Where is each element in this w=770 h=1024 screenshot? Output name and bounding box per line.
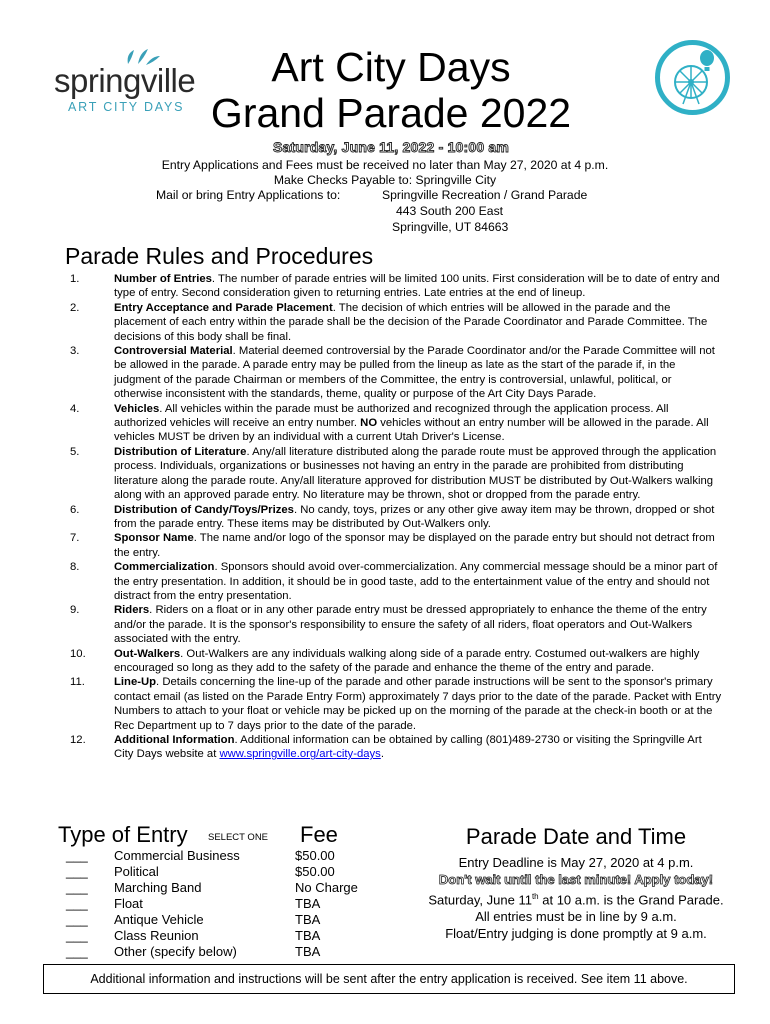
rule-title: Entry Acceptance and Parade Placement [114, 301, 333, 314]
grand-parade-time: Saturday, June 11th at 10 a.m. is the Grand Parade. [428, 892, 724, 908]
mail-label: Mail or bring Entry Applications to: [156, 188, 341, 202]
parade-date-details [400, 854, 752, 942]
rule-item: 12. Additional Information. Additional information can be obtained by calling (801)489-2730 or visiting the Springville Art City Days website at www.springville.org/art-city-days. [70, 734, 702, 761]
entry-select-blank[interactable]: ___ [66, 944, 88, 959]
entry-select-blank[interactable]: ___ [66, 880, 88, 895]
entry-row: ___ Political $50.00 [66, 864, 335, 879]
rule-item: 1. Number of Entries. The number of parade entries will be limited 100 units. First consideration will be to date of entry and type of entry. Second consideration given to returning entries. Late entries at the end of lineup. [70, 273, 720, 300]
entry-select-blank[interactable]: ___ [66, 848, 88, 863]
entry-select-blank[interactable]: ___ [66, 864, 88, 879]
entry-row: ___ Other (specify below) TBA [66, 944, 321, 959]
rule-item: 3. Controversial Material. Material deemed controversial by the Parade Coordinator and/or the Parade Committee will not be allowed in the parade. A parade entry may be pulled from the lineup as late as the start of the parade if, in the judgment of the parade Chairman or members of the Committee, the entry is controversial, unlawful, political, or otherwise inconsistent with the standards, theme, quality or purpose of the Art City Days Parade. [70, 345, 715, 401]
logo-wordmark: springville [54, 62, 196, 99]
ferris-wheel-badge-icon [655, 40, 730, 115]
rule-title: Additional Information [114, 734, 235, 746]
parade-date-heading: Parade Date and Time [465, 824, 687, 849]
fee-heading: Fee [300, 822, 338, 847]
entry-row: ___ Commercial Business $50.00 [66, 848, 335, 863]
rule-title: Controversial Material [114, 345, 233, 358]
apply-today-notice: Don't wait until the last minute! Apply today! [438, 872, 714, 887]
mail-city: Springville, UT 84663 [392, 220, 509, 234]
logo-subtext: ART CITY DAYS [68, 100, 185, 114]
entry-select-blank[interactable]: ___ [66, 912, 88, 927]
rule-title: Number of Entries [114, 273, 212, 285]
rule-item: 8. Commercialization. Sponsors should avoid over-commercialization. Any commercial message should be a minor part of the entry presentation. In addition, it should be in good taste, add to the entertainment value of the entry and should not distract from the entry presentation. [70, 561, 718, 602]
website-link[interactable]: www.springville.org/art-city-days [219, 748, 381, 761]
lineup-time: All entries must be in line by 9 a.m. [475, 909, 677, 925]
rule-item: 6. Distribution of Candy/Toys/Prizes. No candy, toys, prizes or any other give away item may be thrown, dropped or shot from the parade entry. These items may be distributed by Out-Walkers only. [70, 503, 715, 530]
rule-title: Sponsor Name [114, 532, 194, 545]
entry-select-blank[interactable]: ___ [66, 928, 88, 943]
rule-item: 11. Line-Up. Details concerning the line-up of the parade and other parade instructions will be sent to the sponsor's primary contact email (as listed on the Parade Entry Form) approximately 7 days prior to the date of the parade. Packet with Entry Numbers to attach to your float or vehicle may be picked up on the morning of the parade at the check-in booth or at the Rec Department up to 7 days prior to the date of the parade. [70, 676, 722, 732]
page-title [200, 44, 582, 136]
rules-list [66, 272, 722, 762]
rule-title: Vehicles [114, 402, 160, 415]
rule-title: Commercialization [114, 561, 215, 574]
deadline-notice: Entry Applications and Fees must be received no later than May 27, 2020 at 4 p.m. [161, 158, 609, 172]
rules-heading: Parade Rules and Procedures [65, 243, 374, 269]
mail-recipient: Springville Recreation / Grand Parade [382, 188, 588, 202]
rule-item: 9. Riders. Riders on a float or in any other parade entry must be dressed appropriately to enhance the theme of the entry and/or the parade. It is the sponsor's responsibility to ensure the safety of all riders, float operators and Out-Walkers associated with the entry. [70, 604, 707, 646]
entry-deadline: Entry Deadline is May 27, 2020 at 4 p.m. [458, 855, 694, 870]
entry-row: ___ Marching Band No Charge [66, 880, 358, 895]
checks-payable: Make Checks Payable to: Springville City [273, 173, 497, 187]
entry-row: ___ Antique Vehicle TBA [66, 912, 321, 927]
rule-item: 2. Entry Acceptance and Parade Placement. The decision of which entries will be allowed in the parade and the placement of each entry within the parade shall be the decision of the Parade Coordinator and Parade Committee. The decisions of this body shall be final. [70, 301, 708, 343]
rule-item: 7. Sponsor Name. The name and/or logo of the sponsor may be displayed on the parade entry but should not detract from the entry. [70, 532, 715, 559]
rule-title: Distribution of Candy/Toys/Prizes [114, 503, 294, 516]
entry-type-list [66, 848, 366, 960]
select-one-label: SELECT ONE [208, 832, 269, 843]
judging-time: Float/Entry judging is done promptly at 9 a.m. [445, 926, 707, 942]
rule-item: 4. Vehicles. All vehicles within the parade must be authorized and recognized through the application process. All authorized vehicles will receive an entry number. NO vehicles without an entry number will be allowed in the parade. All vehicles MUST be driven by an individual with a current Utah Driver's License. [70, 402, 709, 444]
entry-select-blank[interactable]: ___ [66, 896, 88, 911]
parade-date-subtitle: Saturday, June 11, 2022 - 10:00 am [272, 139, 510, 155]
rule-title: Distribution of Literature [114, 445, 247, 458]
title-line-1: Art City Days [271, 44, 511, 90]
rule-item: 10. Out-Walkers. Out-Walkers are any individuals walking along side of a parade entry. Costumed out-walkers are highly encouraged so long as they add to the safety of the parade and enhance the theme of the entry and parade. [70, 647, 700, 674]
title-line-2: Grand Parade 2022 [210, 90, 572, 136]
rule-title: Line-Up [114, 676, 157, 689]
springville-logo [50, 48, 200, 120]
footer-note: Additional information and instructions will be sent after the entry application is received. See item 11 above. [43, 964, 735, 994]
rule-title: Riders [114, 604, 150, 617]
entry-row: ___ Float TBA [66, 896, 321, 911]
entry-type-heading: Type of Entry [58, 822, 188, 847]
mail-street: 443 South 200 East [396, 204, 504, 218]
entry-row: ___ Class Reunion TBA [66, 928, 321, 943]
rule-item: 5. Distribution of Literature. Any/all literature distributed along the parade route must be approved through the application process. Individuals, organizations or businesses not having an entry in the parade are prohibited from distributing literature along the parade route. Any/all literature approved for distribution MUST be distributed by Out-Walkers walking along with an approved parade entry. No literature may be thrown, shot or dropped from the parade entry. [70, 445, 717, 502]
rule-title: Out-Walkers [114, 647, 181, 660]
